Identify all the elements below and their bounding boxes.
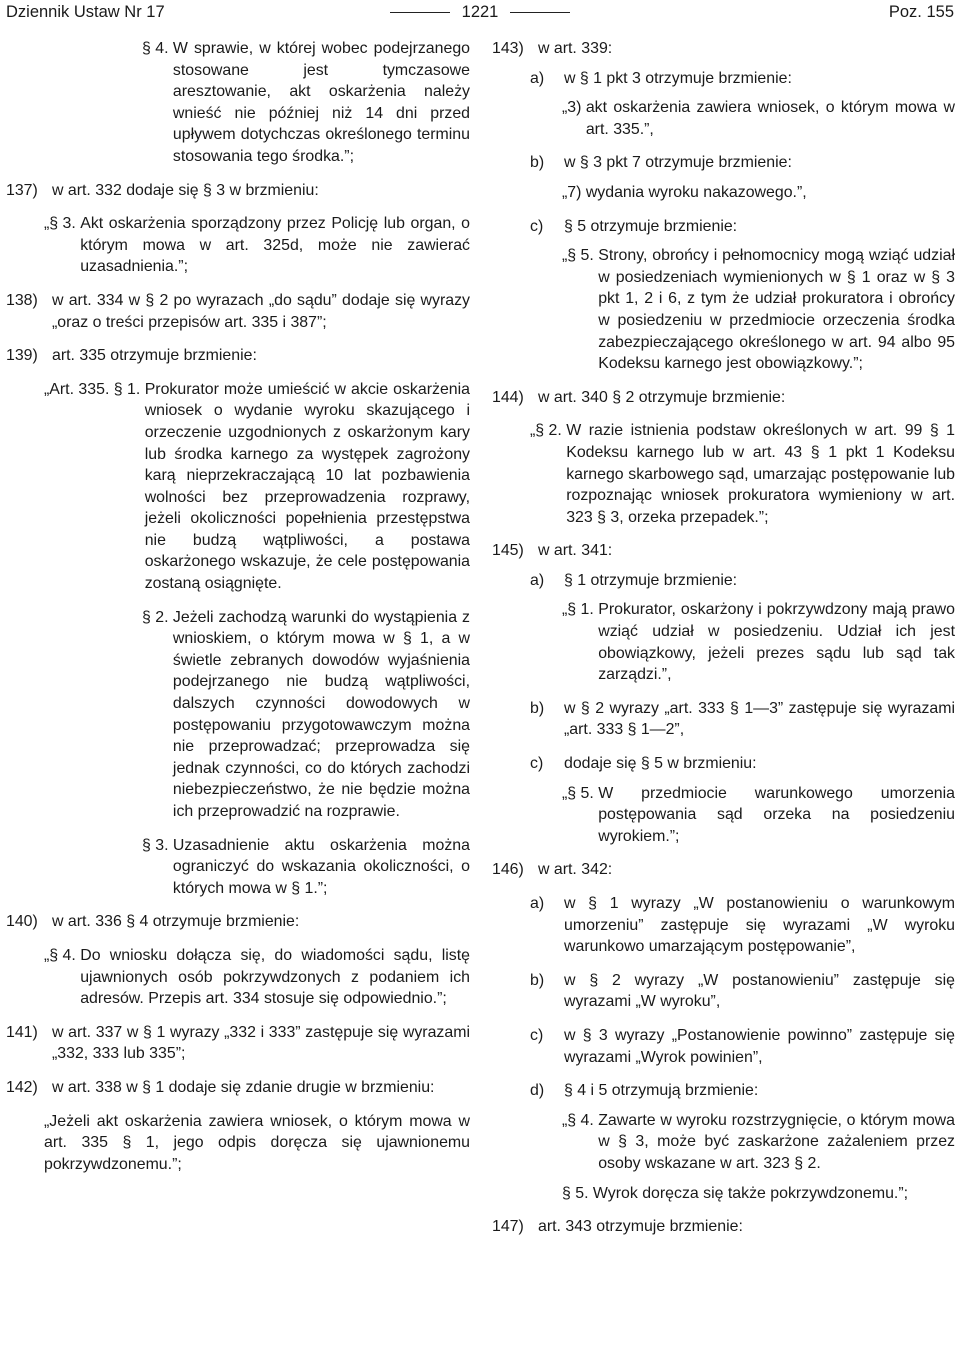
sub-text: w § 3 pkt 7 otrzymuje brzmienie: xyxy=(564,154,792,172)
quote-text: Strony, obrońcy i pełnomocnicy mogą wziąć udział w posiedzeniach wymienionych w § 1 oraz w § 3 pkt 1, 2 i 6, z tym że udział prokuratora i obrońcy w posiedzeniu w przedmiocie orzeczenia środka zabezpieczającego określonego w art. 94 albo 95 Kodeksu karnego jest obowiązkowy.”; xyxy=(598,247,955,373)
item-text: w art. 334 w § 2 po wyrazach „do sądu” dodaje się wyrazy „oraz o treści przepisów art. 335 i 387”; xyxy=(52,291,470,331)
sub-letter: d) xyxy=(530,1082,545,1100)
header-rule-left xyxy=(390,12,450,13)
item-137 xyxy=(6,180,470,202)
sub-letter: a) xyxy=(530,69,545,87)
item-147 xyxy=(492,1216,955,1238)
item-number: 138) xyxy=(6,291,38,309)
left-column xyxy=(6,38,470,1187)
page-header xyxy=(6,0,954,24)
sub-text: § 1 otrzymuje brzmienie: xyxy=(564,571,738,589)
sub-text: § 5 otrzymuje brzmienie: xyxy=(564,217,738,235)
item-144 xyxy=(492,387,955,409)
quote-label: § 5. xyxy=(562,1184,593,1202)
item-146-d-quote-4 xyxy=(492,1110,955,1175)
quote-label: „§ 5. xyxy=(562,784,599,802)
quote-text: akt oskarżenia zawiera wniosek, o którym mowa w art. 335.”, xyxy=(585,99,955,138)
item-140-quote xyxy=(6,945,470,1010)
item-145-a xyxy=(492,570,955,592)
paragraph-text: Jeżeli zachodzą warunki do wystąpienia z wnioskiem, o którym mowa w § 1, a w świetle zebranych dowodów wyjaśnienia podejrzanego nie budzą wątpliwości, dalszych czynności dowodowych w postępowaniu przygotowawczym można nie przeprowadzać; przeprowadza się jednak czynności, co do których zachodzi niebezpieczeństwo, że nie będzie można ich przeprowadzić na rozprawie. xyxy=(172,608,470,820)
item-text: w art. 341: xyxy=(538,542,613,560)
item-text: w art. 342: xyxy=(538,861,613,879)
item-137-quote xyxy=(6,213,470,278)
paragraph-text: W sprawie, w której wobec podejrzanego stosowane jest tymczasowe aresztowanie, akt oskarżenia należy wnieść nie później niż 14 dni przed upływem dotychczas określonego terminu stosowania tego środka.”; xyxy=(172,40,470,165)
quote-text: Wyrok doręcza się także pokrzywdzonemu.”; xyxy=(592,1184,909,1202)
quote-label: „§ 4. xyxy=(562,1111,599,1129)
item-number: 145) xyxy=(492,542,524,560)
item-143-a-quote xyxy=(492,97,955,140)
item-140 xyxy=(6,911,470,933)
item-number: 142) xyxy=(6,1078,38,1096)
sub-text: w § 2 wyrazy „W postanowieniu” zastępuje się wyrazami „W wyroku”, xyxy=(564,971,955,1011)
item-138 xyxy=(6,290,470,333)
paragraph-label: § 2. xyxy=(142,608,173,626)
sub-text: w § 1 wyrazy „W postanowieniu o warunkowym umorzeniu” zastępuje się wyrazami „W wyroku warunkowo umarzającym postępowanie”, xyxy=(564,895,955,956)
paragraph-label: § 3. xyxy=(142,836,173,854)
quote-text: Do wniosku dołącza się, do wiadomości sądu, listę ujawnionych osób pokrzywdzonych z podaniem ich adresów. Przepis art. 334 stosuje się odpowiednio.”; xyxy=(80,946,470,1008)
item-number: 147) xyxy=(492,1218,524,1236)
item-139 xyxy=(6,345,470,367)
quote-label: „§ 4. xyxy=(44,946,81,964)
header-rule-right xyxy=(510,12,570,13)
quote-label: „§ 2. xyxy=(530,422,567,440)
quote-text: Akt oskarżenia sporządzony przez Policję lub organ, o którym mowa w art. 325d, może nie zawierać uzasadnienia.”; xyxy=(80,215,470,276)
page-number-block xyxy=(322,3,638,22)
journal-title: Dziennik Ustaw Nr 17 xyxy=(6,2,165,21)
item-143-a xyxy=(492,68,955,90)
paragraph-label: § 4. xyxy=(142,40,173,57)
page-number: 1221 xyxy=(461,2,499,21)
item-text: w art. 332 dodaje się § 3 w brzmieniu: xyxy=(52,181,319,199)
sub-text: dodaje się § 5 w brzmieniu: xyxy=(564,755,757,773)
quote-label: „§ 5. xyxy=(562,247,599,265)
sub-letter: b) xyxy=(530,154,545,172)
item-145 xyxy=(492,540,955,562)
item-143-c xyxy=(492,216,955,238)
item-142 xyxy=(6,1077,470,1099)
item-146-d-quote-5 xyxy=(492,1183,955,1205)
item-142-quote: „Jeżeli akt oskarżenia zawiera wniosek, o którym mowa w art. 335 § 1, jego odpis doręcza się ujawnionemu pokrzywdzonemu.”; xyxy=(44,1112,470,1173)
item-143-b xyxy=(492,152,955,174)
item-text: art. 335 otrzymuje brzmienie: xyxy=(52,347,257,365)
sub-letter: a) xyxy=(530,895,545,912)
quote-text: W przedmiocie warunkowego umorzenia postępowania sąd orzeka na posiedzeniu wyrokiem.”; xyxy=(598,784,955,845)
item-145-a-quote xyxy=(492,599,955,685)
item-text: w art. 340 § 2 otrzymuje brzmienie: xyxy=(538,388,786,406)
art-335-paragraph-1 xyxy=(6,379,470,595)
item-146 xyxy=(492,859,955,881)
item-143 xyxy=(492,38,955,60)
paragraph-label: „Art. 335. § 1. xyxy=(44,380,145,398)
quote-label: „3) xyxy=(562,99,586,117)
item-141 xyxy=(6,1022,470,1065)
item-number: 144) xyxy=(492,388,524,406)
paragraph-text: Uzasadnienie aktu oskarżenia można ograniczyć do wskazania okoliczności, o których mowa w § 1.”; xyxy=(172,836,470,897)
sub-letter: b) xyxy=(530,699,545,717)
item-number: 141) xyxy=(6,1023,38,1041)
sub-text: w § 2 wyrazy „art. 333 § 1—3” zastępuje się wyrazami „art. 333 § 1—2”, xyxy=(564,699,955,739)
paragraph-4 xyxy=(6,38,470,168)
item-146-d xyxy=(492,1080,955,1102)
sub-text: § 4 i 5 otrzymują brzmienie: xyxy=(564,1082,759,1100)
item-143-b-quote: „7) wydania wyroku nakazowego.”, xyxy=(562,183,807,201)
art-335-paragraph-3 xyxy=(6,835,470,900)
item-145-c xyxy=(492,753,955,775)
item-143-c-quote xyxy=(492,245,955,375)
sub-text: w § 1 pkt 3 otrzymuje brzmienie: xyxy=(564,69,792,87)
item-145-c-quote xyxy=(492,783,955,848)
art-335-paragraph-2 xyxy=(6,607,470,823)
sub-letter: a) xyxy=(530,571,545,589)
item-text: w art. 336 § 4 otrzymuje brzmienie: xyxy=(52,913,300,931)
item-145-b xyxy=(492,698,955,741)
item-number: 146) xyxy=(492,861,524,879)
item-text: w art. 337 w § 1 wyrazy „332 i 333” zastępuje się wyrazami „332, 333 lub 335”; xyxy=(52,1023,470,1063)
right-column xyxy=(492,38,955,1250)
item-number: 139) xyxy=(6,347,38,365)
quote-label: „§ 1. xyxy=(562,601,599,619)
paragraph-text: Prokurator może umieścić w akcie oskarżenia wniosek o wydanie wyroku skazującego i orzeczenie uzgodnionych z oskarżonym kary lub środka karnego za występek zagrożony karą nieprzekraczającą 10 lat pozbawienia wolności bez przeprowadzenia rozprawy, jeżeli okoliczności popełnienia przestępstwa nie budzą wątpliwości, a postawa oskarżonego wskazuje, że cele postępowania zostaną osiągnięte. xyxy=(144,380,470,593)
item-146-c xyxy=(492,1025,955,1068)
item-text: w art. 338 w § 1 dodaje się zdanie drugie w brzmieniu: xyxy=(52,1078,435,1096)
item-number: 143) xyxy=(492,40,524,57)
quote-label: „§ 3. xyxy=(44,215,81,233)
item-146-a xyxy=(492,893,955,958)
sub-letter: c) xyxy=(530,755,544,773)
item-144-quote xyxy=(492,420,955,528)
item-number: 137) xyxy=(6,181,38,199)
quote-text: Zawarte w wyroku rozstrzygnięcie, o którym mowa w § 3, może być zaskarżone zażaleniem przez osoby wskazane w art. 323 § 2. xyxy=(598,1111,955,1172)
item-146-b xyxy=(492,970,955,1013)
position-number: Poz. 155 xyxy=(888,2,954,21)
quote-text: W razie istnienia podstaw określonych w art. 99 § 1 Kodeksu karnego lub w art. 43 § 1 pkt 1 Kodeksu karnego skarbowego sąd, umarzając postępowanie lub rozpoznając wniosek prokuratora wymieniony w art. 323 § 3, orzeka przepadek.”; xyxy=(566,422,955,526)
sub-letter: c) xyxy=(530,217,544,235)
item-text: art. 343 otrzymuje brzmienie: xyxy=(538,1218,743,1236)
sub-text: w § 3 wyrazy „Postanowienie powinno” zastępuje się wyrazami „Wyrok powinien”, xyxy=(564,1026,955,1066)
item-number: 140) xyxy=(6,913,38,931)
quote-text: Prokurator, oskarżony i pokrzywdzony mają prawo wziąć udział w posiedzeniu. Udział ich jest obowiązkowy, jeżeli prezes sądu lub sąd tak zarządzi.”, xyxy=(598,601,955,684)
sub-letter: c) xyxy=(530,1026,544,1044)
sub-letter: b) xyxy=(530,971,545,989)
item-text: w art. 339: xyxy=(538,40,613,57)
